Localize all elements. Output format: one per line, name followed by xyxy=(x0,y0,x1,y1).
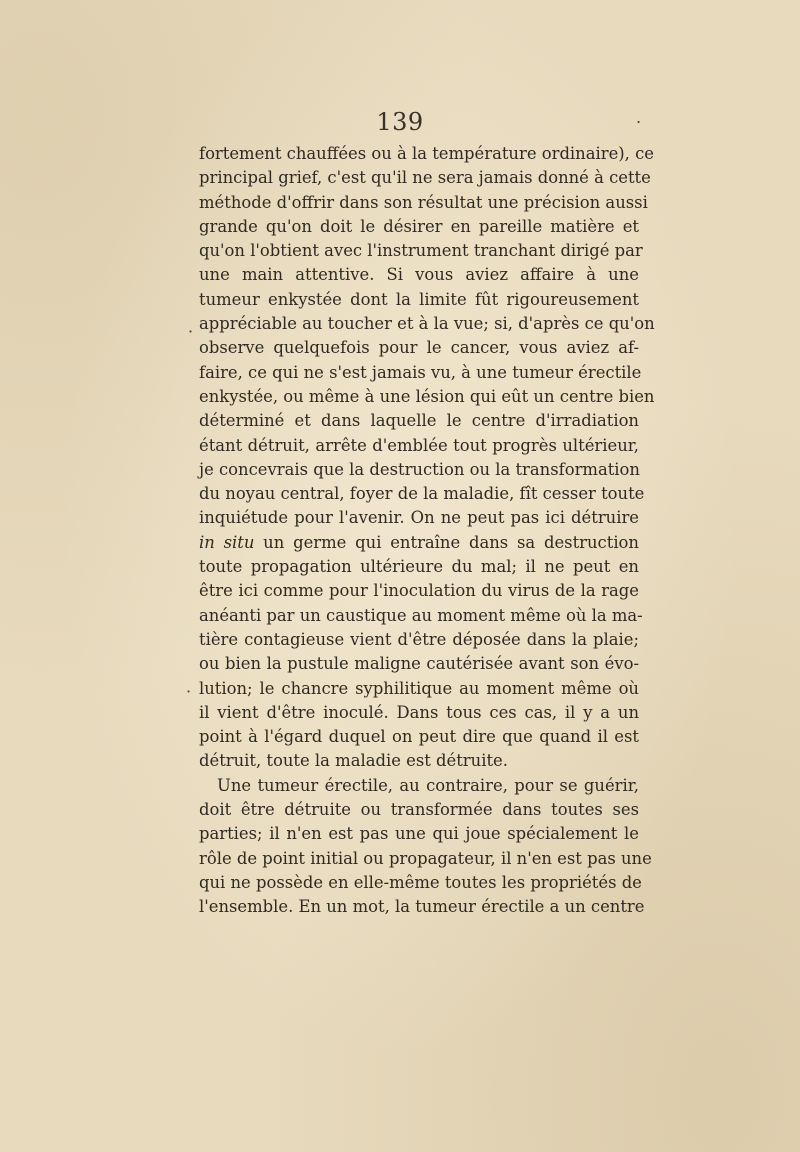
text-line: toute propagation ultérieure du mal; il ne peut en xyxy=(199,557,639,577)
text-line: in situ un germe qui entraîne dans sa destruction xyxy=(199,532,639,552)
text-line: rôle de point initial ou propagateur, il n'en est pas une xyxy=(199,848,652,868)
margin-dot-mark: · xyxy=(188,322,194,341)
margin-dot-mark: · xyxy=(186,682,192,701)
text-line: observe quelquefois pour le cancer, vous aviez af- xyxy=(199,338,639,358)
body-text xyxy=(199,142,655,920)
text-line: être ici comme pour l'inoculation du virus de la rage xyxy=(199,581,639,601)
text-line: point à l'égard duquel on peut dire que quand il est xyxy=(199,727,639,747)
text-line: fortement chauffées ou à la température ordinaire), ce xyxy=(199,144,654,163)
text-line: du noyau central, foyer de la maladie, fît cesser toute xyxy=(199,484,645,504)
text-line: principal grief, c'est qu'il ne sera jamais donné à cette xyxy=(199,168,651,188)
italic-phrase: in situ xyxy=(199,532,255,552)
text-line: une main attentive. Si vous aviez affaire à une xyxy=(199,265,639,285)
paragraph-1 xyxy=(199,142,655,774)
text-line: tière contagieuse vient d'être déposée dans la plaie; xyxy=(199,629,639,649)
text-line: Une tumeur érectile, au contraire, pour se guérir, xyxy=(217,775,639,795)
text-line: parties; il n'en est pas une qui joue spécialement le xyxy=(199,824,639,844)
text-line: inquiétude pour l'avenir. On ne peut pas ici détruire xyxy=(199,508,639,528)
text-line: anéanti par un caustique au moment même où la ma- xyxy=(199,605,643,625)
paragraph-2 xyxy=(199,774,652,920)
text-line: enkystée, ou même à une lésion qui eût un centre bien xyxy=(199,386,655,406)
text-line: faire, ce qui ne s'est jamais vu, à une tumeur érectile xyxy=(199,362,642,382)
text-line: doit être détruite ou transformée dans toutes ses xyxy=(199,800,639,820)
text-line: ou bien la pustule maligne cautérisée avant son évo- xyxy=(199,654,639,674)
text-line: déterminé et dans laquelle le centre d'irradiation xyxy=(199,411,639,431)
text-line: l'ensemble. En un mot, la tumeur érectile a un centre xyxy=(199,897,645,917)
text-line: grande qu'on doit le désirer en pareille matière et xyxy=(199,216,639,236)
text-line: tumeur enkystée dont la limite fût rigoureusement xyxy=(199,289,639,309)
text-line: qu'on l'obtient avec l'instrument tranchant dirigé par xyxy=(199,241,643,261)
text-line: méthode d'offrir dans son résultat une précision aussi xyxy=(199,192,648,212)
page-number: 139 xyxy=(376,108,424,136)
text-line: qui ne possède en elle-même toutes les propriétés de xyxy=(199,872,642,892)
text-line: je concevrais que la destruction ou la transformation xyxy=(199,459,640,479)
text-line: lution; le chancre syphilitique au moment même où xyxy=(199,678,639,698)
text-line: appréciable au toucher et à la vue; si, d'après ce qu'on xyxy=(199,314,655,334)
margin-dot-mark: . xyxy=(636,108,642,127)
text-line: il vient d'être inoculé. Dans tous ces cas, il y a un xyxy=(199,702,639,722)
text-line: étant détruit, arrête d'emblée tout progrès ultérieur, xyxy=(199,435,639,455)
text-line: détruit, toute la maladie est détruite. xyxy=(199,751,508,771)
